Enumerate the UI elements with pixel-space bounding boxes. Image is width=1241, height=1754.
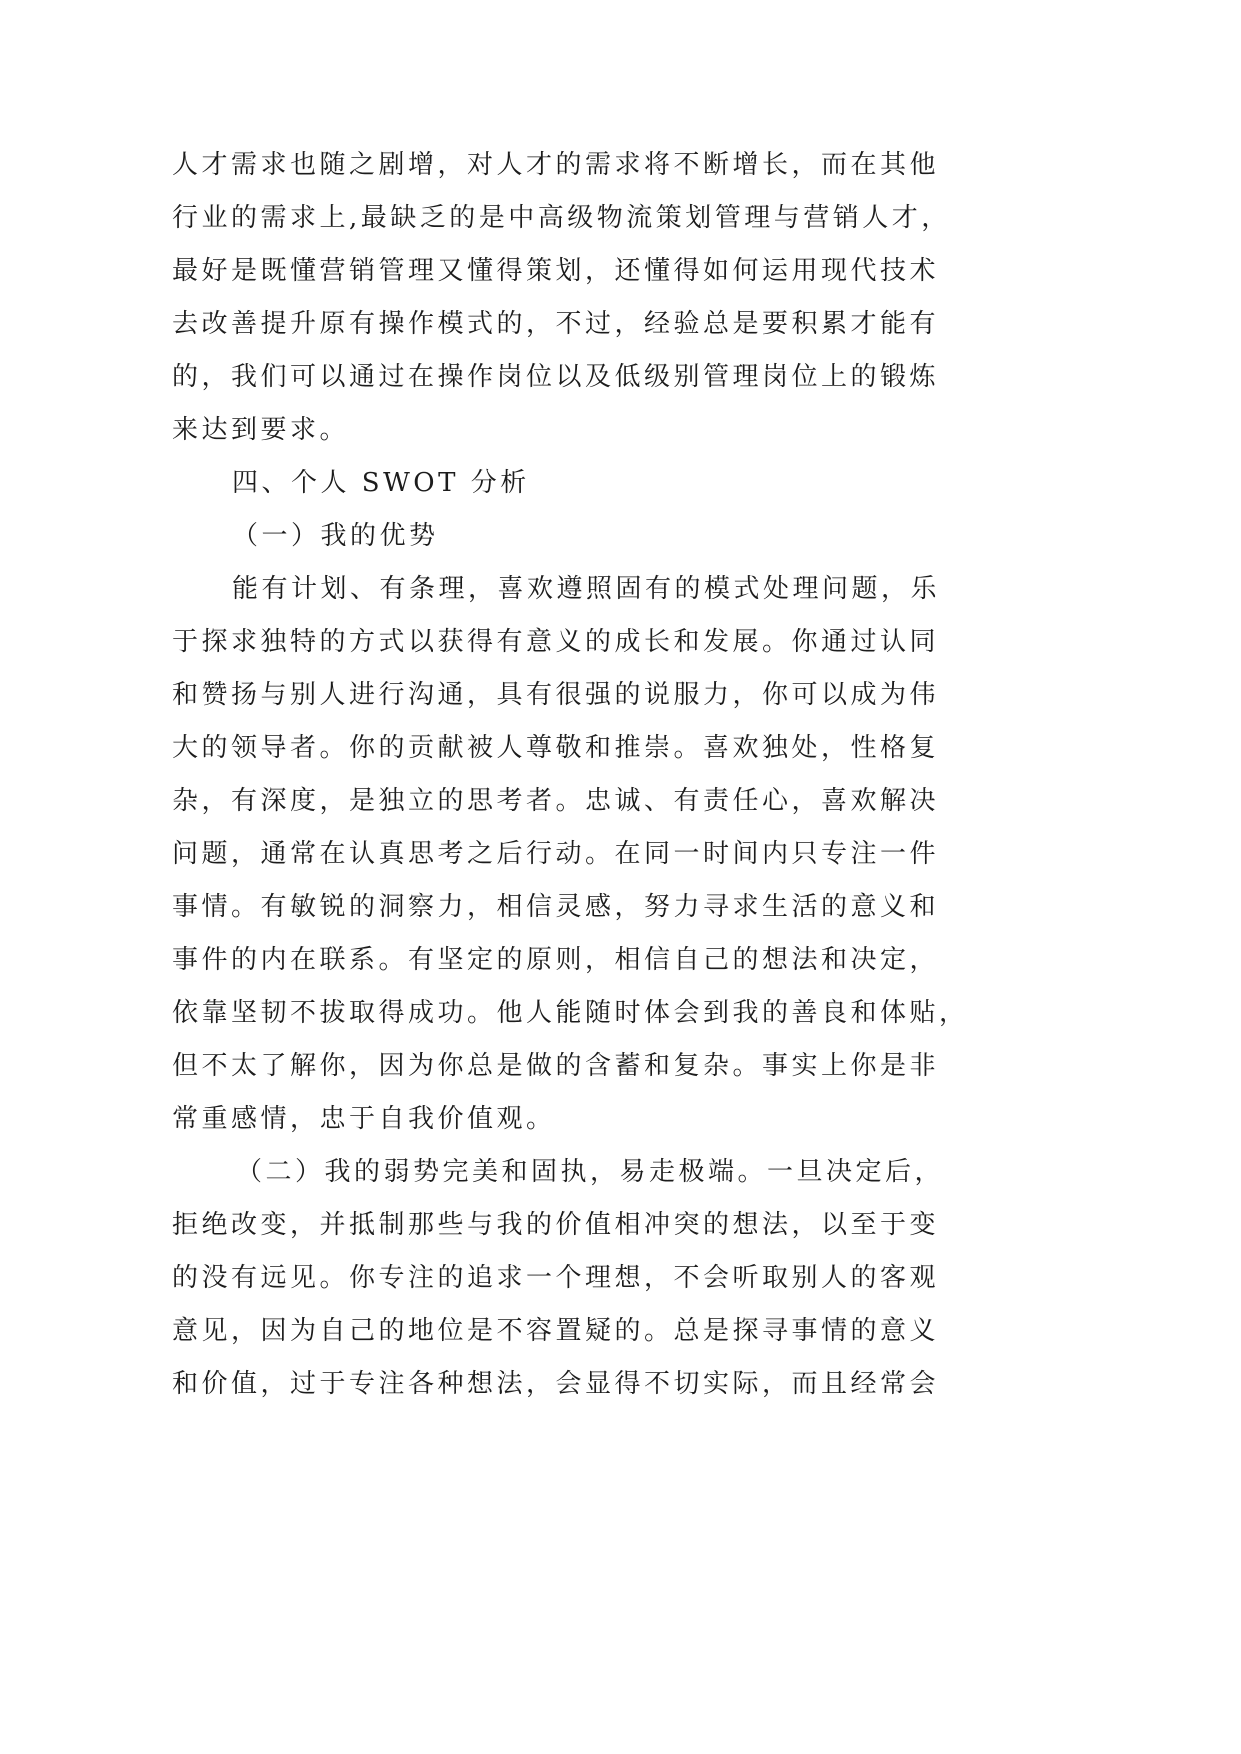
section-heading-swot: 四、个人 SWOT 分析 — [232, 468, 530, 498]
text-line: 大的领导者。你的贡献被人尊敬和推崇。喜欢独处，性格复 — [172, 733, 940, 763]
text-line: 事件的内在联系。有坚定的原则，相信自己的想法和决定， — [172, 945, 940, 975]
text-line: 拒绝改变，并抵制那些与我的价值相冲突的想法，以至于变 — [172, 1210, 940, 1240]
text-line: 意见，因为自己的地位是不容置疑的。总是探寻事情的意义 — [172, 1316, 940, 1346]
text-line: 和价值，过于专注各种想法，会显得不切实际，而且经常会 — [172, 1369, 940, 1399]
subsection-heading-strengths: （一）我的优势 — [232, 521, 439, 551]
subsection-heading-weaknesses: （二）我的弱势完美和固执，易走极端。一旦决定后， — [236, 1157, 945, 1187]
text-line: 事情。有敏锐的洞察力，相信灵感，努力寻求生活的意义和 — [172, 892, 940, 922]
text-line: 的没有远见。你专注的追求一个理想，不会听取别人的客观 — [172, 1263, 940, 1293]
text-line: 依靠坚韧不拔取得成功。他人能随时体会到我的善良和体贴， — [172, 998, 969, 1028]
text-line: 能有计划、有条理，喜欢遵照固有的模式处理问题，乐 — [232, 574, 941, 604]
body-text — [172, 139, 1072, 1411]
text-line: 来达到要求。 — [172, 415, 350, 445]
text-line: 行业的需求上,最缺乏的是中高级物流策划管理与营销人才， — [172, 203, 951, 233]
text-line: 和赞扬与别人进行沟通，具有很强的说服力，你可以成为伟 — [172, 680, 940, 710]
text-line: 常重感情，忠于自我价值观。 — [172, 1104, 556, 1134]
text-line: 但不太了解你，因为你总是做的含蓄和复杂。事实上你是非 — [172, 1051, 940, 1081]
text-line: 最好是既懂营销管理又懂得策划，还懂得如何运用现代技术 — [172, 256, 940, 286]
text-line: 人才需求也随之剧增，对人才的需求将不断增长，而在其他 — [172, 150, 940, 180]
text-line: 去改善提升原有操作模式的，不过，经验总是要积累才能有 — [172, 309, 940, 339]
text-line: 杂，有深度，是独立的思考者。忠诚、有责任心，喜欢解决 — [172, 786, 940, 816]
text-line: 于探求独特的方式以获得有意义的成长和发展。你通过认同 — [172, 627, 940, 657]
text-line: 的，我们可以通过在操作岗位以及低级别管理岗位上的锻炼 — [172, 362, 940, 392]
text-line: 问题，通常在认真思考之后行动。在同一时间内只专注一件 — [172, 839, 940, 869]
